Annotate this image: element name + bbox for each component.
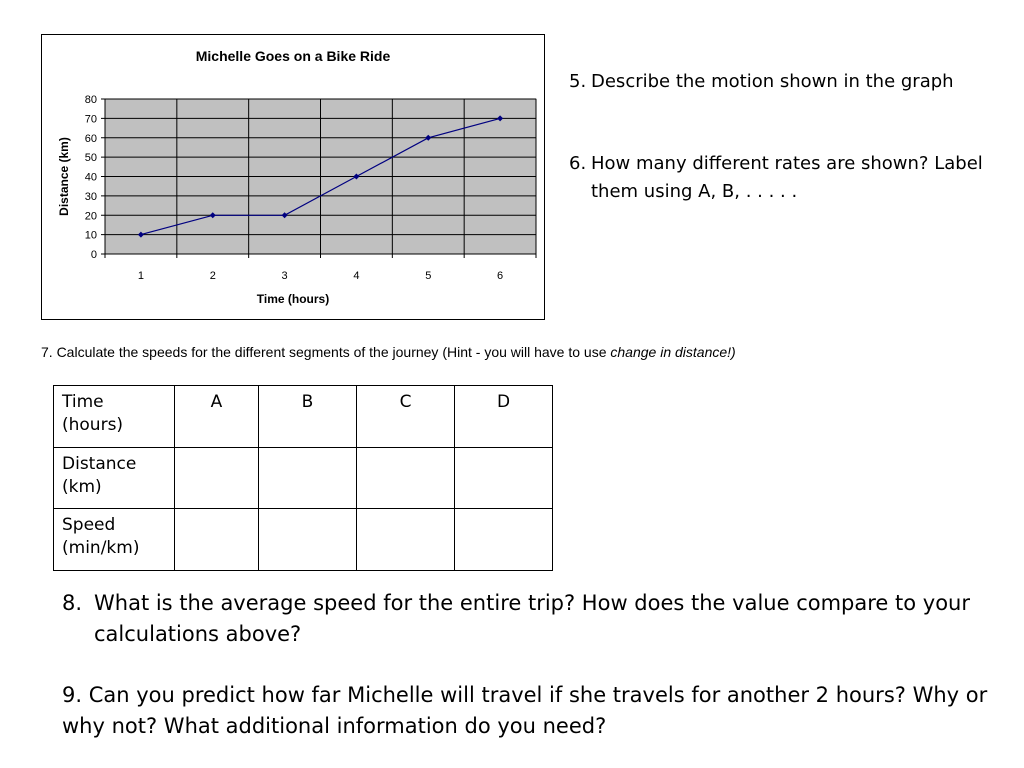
question-5 (569, 68, 1009, 96)
table-header-row (54, 386, 553, 448)
header-time: Time (hours) (54, 386, 175, 448)
table-row-speed (54, 509, 553, 571)
y-axis-label: Distance (km) (57, 137, 71, 216)
chart-title: Michelle Goes on a Bike Ride (195, 48, 391, 64)
y-tick-label: 20 (84, 210, 97, 223)
question-6-number: 6. (569, 153, 587, 174)
distance-cell-d[interactable] (455, 447, 553, 509)
y-tick-label: 50 (84, 152, 97, 165)
header-c: C (357, 386, 455, 448)
y-tick-label: 30 (84, 190, 97, 203)
row-label-distance: Distance (km) (54, 447, 175, 509)
question-7 (41, 344, 736, 360)
y-tick-label: 70 (84, 113, 97, 126)
header-d: D (455, 386, 553, 448)
speed-cell-a[interactable] (175, 509, 259, 571)
question-6 (569, 150, 1009, 206)
row-label-speed: Speed (min/km) (54, 509, 175, 571)
header-b: B (259, 386, 357, 448)
question-8 (62, 588, 992, 650)
x-axis-label: Time (hours) (256, 292, 330, 306)
x-tick-label: 5 (425, 270, 432, 282)
x-tick-label: 1 (137, 270, 144, 282)
x-tick-label: 6 (497, 270, 504, 282)
distance-cell-c[interactable] (357, 447, 455, 509)
speed-cell-c[interactable] (357, 509, 455, 571)
line-chart (42, 35, 544, 319)
segments-table (53, 385, 553, 571)
speed-cell-d[interactable] (455, 509, 553, 571)
y-tick-label: 80 (84, 94, 97, 106)
x-tick-label: 3 (281, 270, 288, 282)
question-5-text: Describe the motion shown in the graph (591, 71, 954, 92)
y-tick-label: 40 (84, 171, 97, 184)
distance-cell-b[interactable] (259, 447, 357, 509)
y-tick-label: 10 (84, 229, 97, 242)
y-tick-label: 0 (90, 249, 97, 261)
table-row-distance (54, 447, 553, 509)
question-8-number: 8. (62, 591, 83, 615)
question-7-italic: change in distance!) (610, 344, 736, 360)
question-7-text: 7. Calculate the speeds for the different segments of the journey (Hint - you will have to use (41, 344, 611, 360)
y-tick-label: 60 (84, 132, 97, 145)
question-9: 9. Can you predict how far Michelle will travel if she travels for another 2 hours? Why or why not? What additional information do you need? (62, 683, 988, 738)
distance-cell-a[interactable] (175, 447, 259, 509)
speed-cell-b[interactable] (259, 509, 357, 571)
question-5-number: 5. (569, 71, 587, 92)
question-8-text: What is the average speed for the entire trip? How does the value compare to your calculations above? (94, 591, 970, 646)
header-a: A (175, 386, 259, 448)
x-tick-label: 4 (353, 270, 360, 282)
chart-container (41, 34, 545, 320)
question-6-text: How many different rates are shown? Label them using A, B, . . . . . (591, 153, 983, 202)
x-tick-label: 2 (209, 270, 216, 282)
